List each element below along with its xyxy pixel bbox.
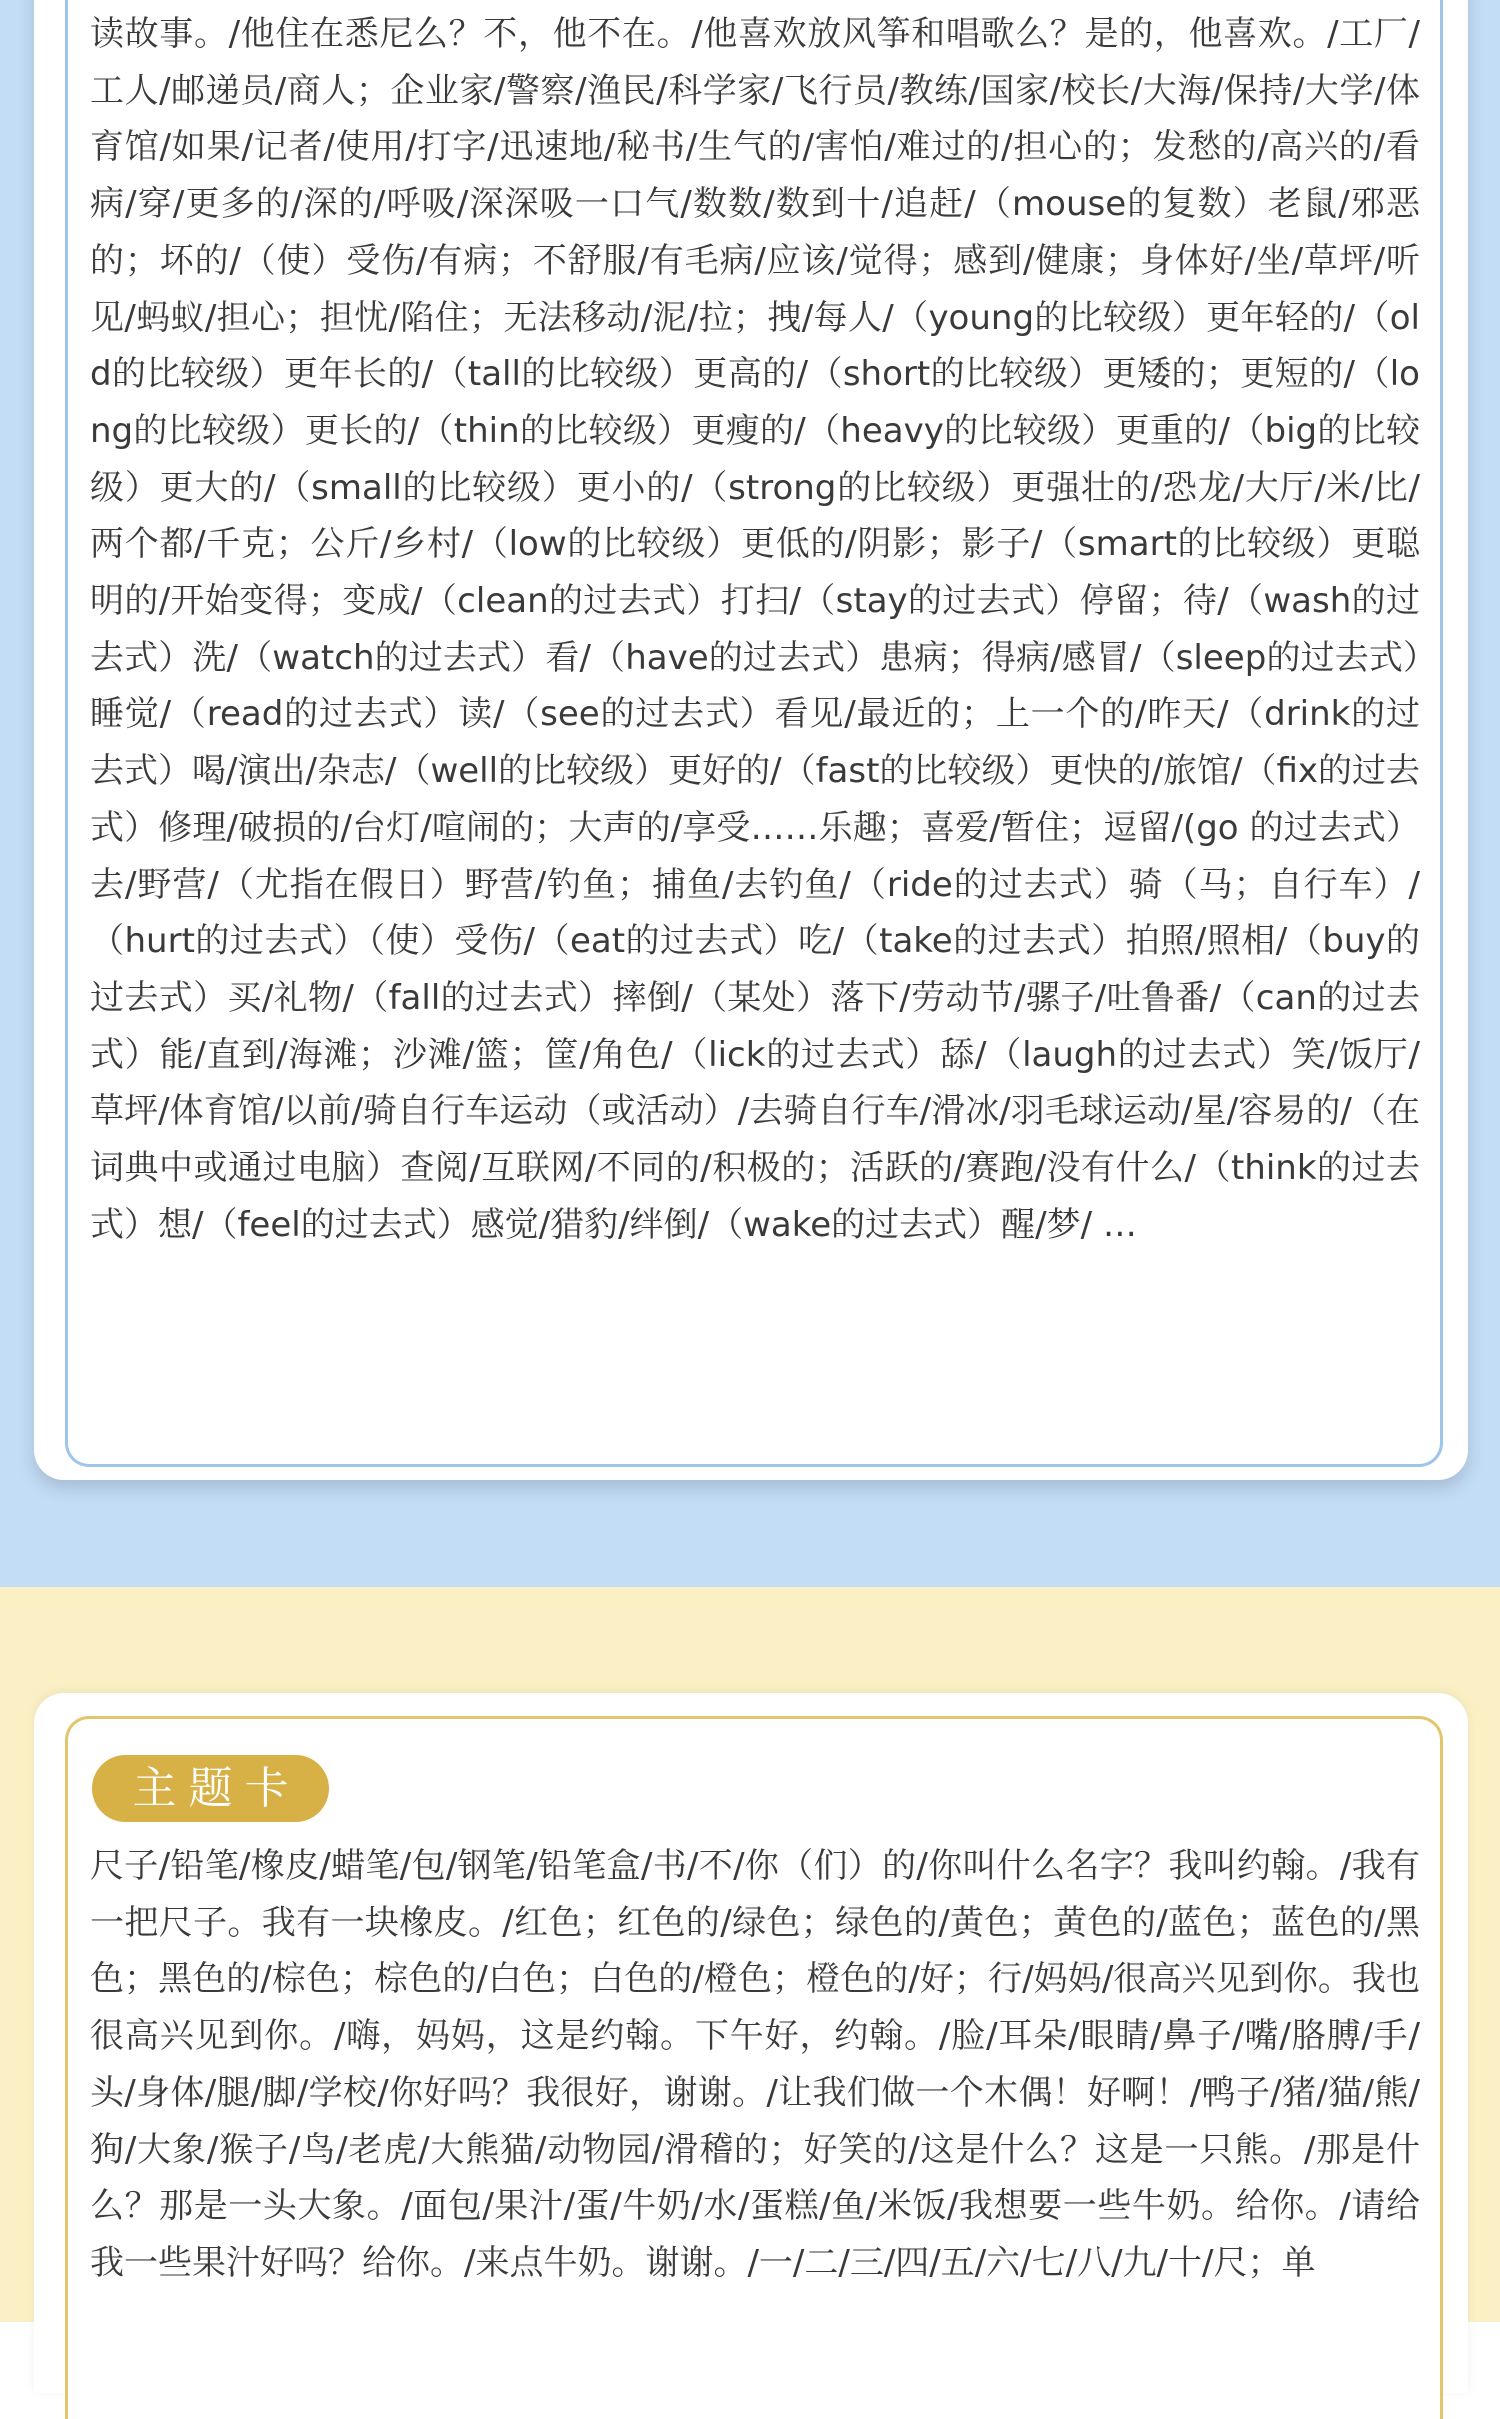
theme-paragraph: 尺子/铅笔/橡皮/蜡笔/包/钢笔/铅笔盒/书/不/你（们）的/你叫什么名字？我叫约翰。/我有一把尺子。我有一块橡皮。/红色；红色的/绿色；绿色的/黄色；黄色的/蓝色；蓝色的/黑色；黑色的/棕色；棕色的/白色；白色的/橙色；橙色的/好；行/妈妈/很高兴见到你。我也很高兴见到你。/嗨，妈妈，这是约翰。下午好，约翰。/脸/耳朵/眼睛/鼻子/嘴/胳膊/手/头/身体/腿/脚/学校/你好吗？我很好，谢谢。/让我们做一个木偶！好啊！/鸭子/猪/猫/熊/狗/大象/猴子/鸟/老虎/大熊猫/动物园/滑稽的；好笑的/这是什么？这是一只熊。/那是什么？那是一头大象。/面包/果汁/蛋/牛奶/水/蛋糕/鱼/米饭/我想要一些牛奶。给你。/请给我一些果汁好吗？给你。/来点牛奶。谢谢。/一/二/三/四/五/六/七/八/九/十/尺；单 bbox=[90, 1846, 1420, 2283]
vocab-paragraph: 读故事。/他住在悉尼么？不，他不在。/他喜欢放风筝和唱歌么？是的，他喜欢。/工厂/工人/邮递员/商人；企业家/警察/渔民/科学家/飞行员/教练/国家/校长/大海/保持/大学/体育馆/如果/记者/使用/打字/迅速地/秘书/生气的/害怕/难过的/担心的；发愁的/高兴的/看病/穿/更多的/深的/呼吸/深深吸一口气/数数/数到十/追赶/（mouse的复数）老鼠/邪恶的；坏的/（使）受伤/有病；不舒服/有毛病/应该/觉得；感到/健康；身体好/坐/草坪/听见/蚂蚁/担心；担忧/陷住；无法移动/泥/拉；拽/每人/（young的比较级）更年轻的/（old的比较级）更年长的/（tall的比较级）更高的/（short的比较级）更矮的；更短的/（long的比较级）更长的/（thin的比较级）更瘦的/（heavy的比较级）更重的/（big的比较级）更大的/（small的比较级）更小的/（strong的比较级）更强壮的/恐龙/大厅/米/比/两个都/千克；公斤/乡村/（low的比较级）更低的/阴影；影子/（smart的比较级）更聪明的/开始变得；变成/（clean的过去式）打扫/（stay的过去式）停留；待/（wash的过去式）洗/（watch的过去式）看/（have的过去式）患病；得病/感冒/（sleep的过去式）睡觉/（read的过去式）读/（see的过去式）看见/最近的；上一个的/昨天/（drink的过去式）喝/演出/杂志/（well的比较级）更好的/（fast的比较级）更快的/旅馆/（fix的过去式）修理/破损的/台灯/喧闹的；大声的/享受……乐趣；喜爱/暂住；逗留/(go 的过去式）去/野营/（尤指在假日）野营/钓鱼；捕鱼/去钓鱼/（ride的过去式）骑（马；自行车）/（hurt的过去式）（使）受伤/（eat的过去式）吃/（take的过去式）拍照/照相/（buy的过去式）买/礼物/（fall的过去式）摔倒/（某处）落下/劳动节/骡子/吐鲁番/（can的过去式）能/直到/海滩；沙滩/篮；筐/角色/（lick的过去式）舔/（laugh的过去式）笑/饭厅/草坪/体育馆/以前/骑自行车运动（或活动）/去骑自行车/滑冰/羽毛球运动/星/容易的/（在词典中或通过电脑）查阅/互联网/不同的/积极的；活跃的/赛跑/没有什么/（think的过去式）想/（feel的过去式）感觉/猎豹/绊倒/（wake的过去式）醒/梦/ … bbox=[90, 14, 1420, 1245]
theme-card-badge: 主题卡 bbox=[92, 1755, 329, 1822]
